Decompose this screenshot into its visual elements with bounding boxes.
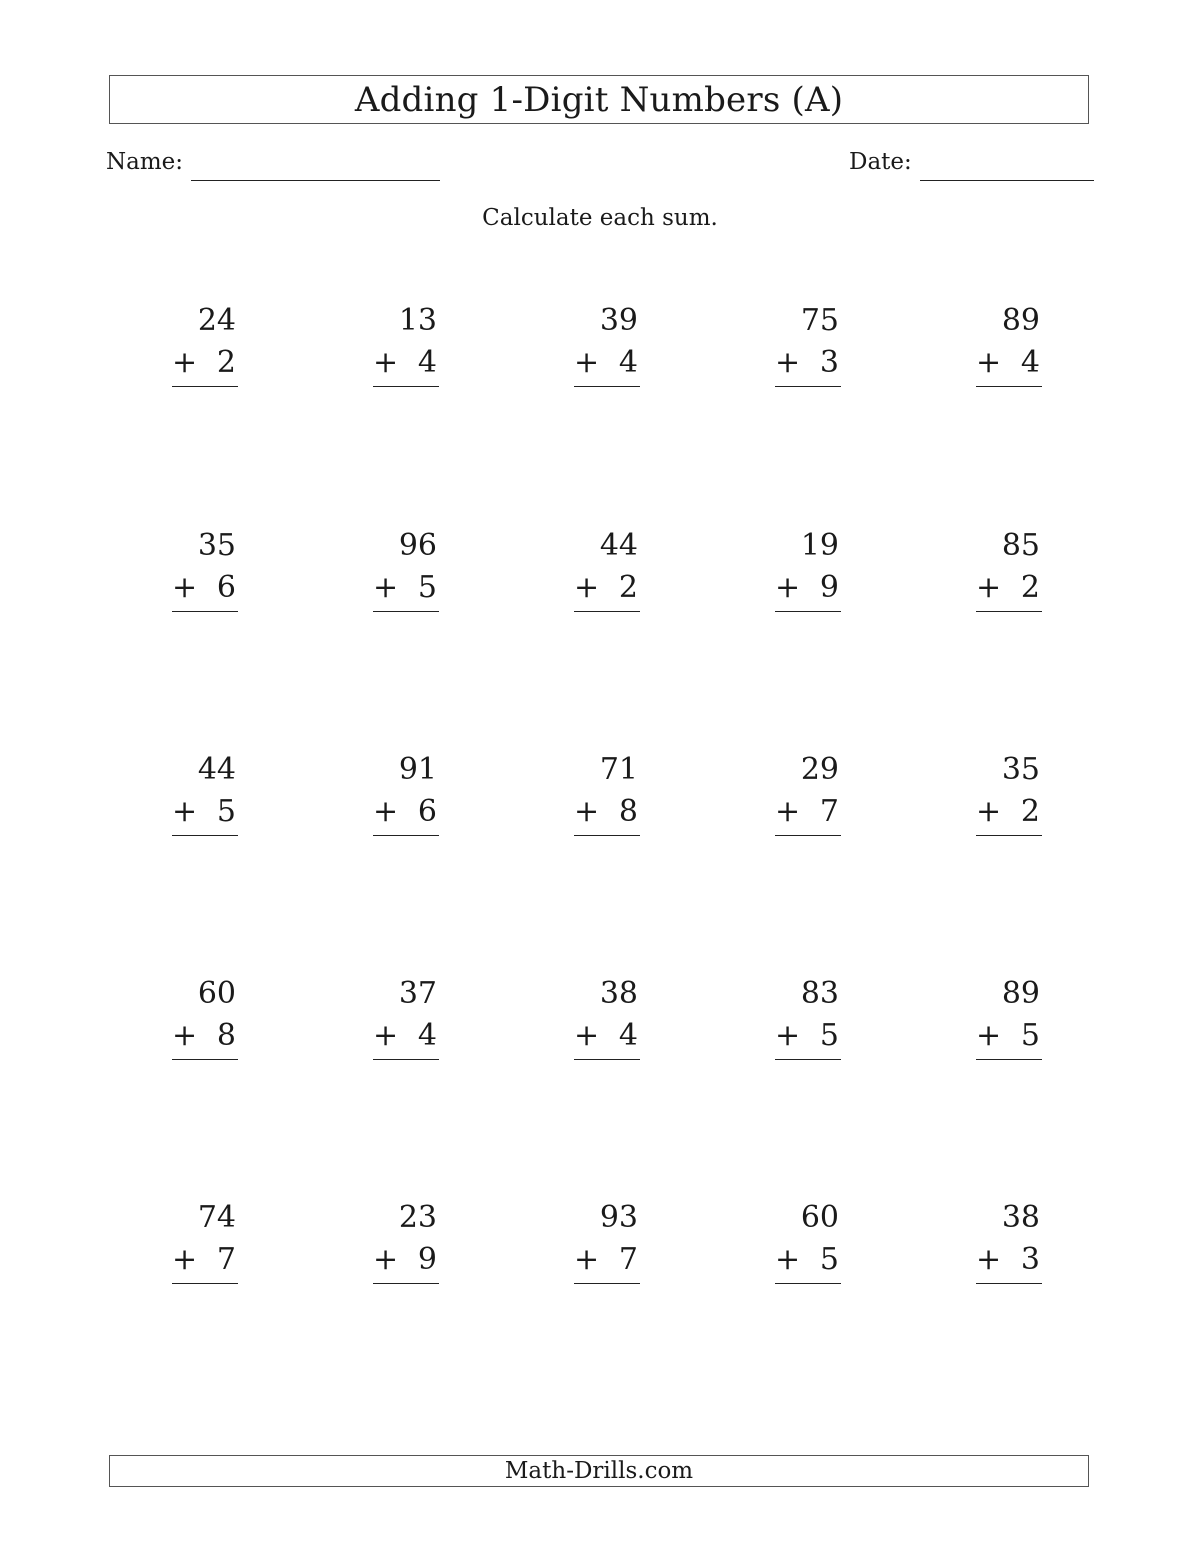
plus-sign: + (775, 794, 801, 829)
plus-sign: + (574, 1242, 600, 1277)
answer-line[interactable] (976, 1283, 1042, 1284)
addend-top: 71 (599, 752, 638, 787)
plus-sign: + (976, 794, 1002, 829)
plus-sign: + (574, 570, 600, 605)
plus-sign: + (172, 345, 198, 380)
addend-top: 24 (197, 303, 236, 338)
answer-line[interactable] (373, 835, 439, 836)
answer-line[interactable] (976, 835, 1042, 836)
name-label: Name: (106, 149, 184, 175)
problem (775, 752, 841, 851)
answer-line[interactable] (976, 611, 1042, 612)
addend-top: 38 (1001, 1200, 1040, 1235)
problem (373, 976, 439, 1075)
problem (775, 1200, 841, 1299)
plus-sign: + (373, 1242, 399, 1277)
addend-bottom: 3 (819, 345, 839, 380)
plus-sign: + (172, 570, 198, 605)
plus-sign: + (373, 345, 399, 380)
addend-top: 44 (599, 528, 638, 563)
addend-top: 91 (398, 752, 437, 787)
problem (976, 528, 1042, 627)
plus-sign: + (373, 570, 399, 605)
instructions: Calculate each sum. (482, 205, 718, 231)
plus-sign: + (574, 794, 600, 829)
answer-line[interactable] (172, 386, 238, 387)
plus-sign: + (775, 345, 801, 380)
plus-sign: + (574, 345, 600, 380)
plus-sign: + (775, 1018, 801, 1053)
answer-line[interactable] (976, 1059, 1042, 1060)
answer-line[interactable] (775, 611, 841, 612)
problem (373, 1200, 439, 1299)
plus-sign: + (775, 1242, 801, 1277)
addend-top: 89 (1001, 976, 1040, 1011)
addend-top: 23 (398, 1200, 437, 1235)
problem (775, 528, 841, 627)
plus-sign: + (775, 570, 801, 605)
plus-sign: + (172, 1018, 198, 1053)
answer-line[interactable] (373, 1059, 439, 1060)
problem (172, 752, 238, 851)
addend-bottom: 2 (216, 345, 236, 380)
addend-bottom: 2 (1020, 794, 1040, 829)
addend-top: 89 (1001, 303, 1040, 338)
problem (172, 303, 238, 402)
answer-line[interactable] (775, 835, 841, 836)
addend-bottom: 2 (618, 570, 638, 605)
addend-top: 35 (1001, 752, 1040, 787)
addend-top: 93 (599, 1200, 638, 1235)
addend-bottom: 7 (819, 794, 839, 829)
problem (775, 976, 841, 1075)
addend-bottom: 7 (216, 1242, 236, 1277)
problem (373, 528, 439, 627)
answer-line[interactable] (172, 611, 238, 612)
addend-top: 74 (197, 1200, 236, 1235)
answer-line[interactable] (775, 1059, 841, 1060)
addend-bottom: 4 (1020, 345, 1040, 380)
addend-bottom: 6 (417, 794, 437, 829)
addend-top: 38 (599, 976, 638, 1011)
plus-sign: + (172, 794, 198, 829)
addend-bottom: 4 (618, 345, 638, 380)
addend-top: 85 (1001, 528, 1040, 563)
plus-sign: + (976, 1242, 1002, 1277)
problem (172, 976, 238, 1075)
addend-top: 19 (800, 528, 839, 563)
plus-sign: + (172, 1242, 198, 1277)
addend-bottom: 7 (618, 1242, 638, 1277)
answer-line[interactable] (574, 611, 640, 612)
problem (172, 1200, 238, 1299)
plus-sign: + (373, 1018, 399, 1053)
answer-line[interactable] (775, 386, 841, 387)
addend-bottom: 5 (417, 570, 437, 605)
answer-line[interactable] (172, 835, 238, 836)
problem (574, 752, 640, 851)
addend-bottom: 5 (819, 1018, 839, 1053)
problem (775, 303, 841, 402)
answer-line[interactable] (574, 386, 640, 387)
addend-bottom: 8 (618, 794, 638, 829)
problem (574, 303, 640, 402)
answer-line[interactable] (172, 1059, 238, 1060)
problem (976, 976, 1042, 1075)
problem (373, 752, 439, 851)
problem (976, 752, 1042, 851)
answer-line[interactable] (172, 1283, 238, 1284)
addend-bottom: 2 (1020, 570, 1040, 605)
addend-top: 39 (599, 303, 638, 338)
answer-line[interactable] (976, 386, 1042, 387)
addend-top: 44 (197, 752, 236, 787)
answer-line[interactable] (373, 386, 439, 387)
plus-sign: + (373, 794, 399, 829)
problem (976, 1200, 1042, 1299)
answer-line[interactable] (574, 835, 640, 836)
addend-bottom: 9 (417, 1242, 437, 1277)
problem (172, 528, 238, 627)
plus-sign: + (976, 345, 1002, 380)
answer-line[interactable] (574, 1059, 640, 1060)
addend-bottom: 4 (618, 1018, 638, 1053)
addend-bottom: 5 (216, 794, 236, 829)
plus-sign: + (976, 570, 1002, 605)
addend-top: 75 (800, 303, 839, 338)
addend-top: 60 (800, 1200, 839, 1235)
problem (574, 976, 640, 1075)
answer-line[interactable] (373, 611, 439, 612)
date-label: Date: (849, 149, 912, 175)
addend-top: 35 (197, 528, 236, 563)
addend-top: 83 (800, 976, 839, 1011)
problem (574, 528, 640, 627)
footer-box (109, 1455, 1089, 1487)
addend-bottom: 3 (1020, 1242, 1040, 1277)
worksheet-title: Adding 1-Digit Numbers (A) (354, 79, 844, 120)
addend-top: 37 (398, 976, 437, 1011)
problem (574, 1200, 640, 1299)
addend-bottom: 5 (1020, 1018, 1040, 1053)
plus-sign: + (574, 1018, 600, 1053)
addend-bottom: 4 (417, 1018, 437, 1053)
answer-line[interactable] (775, 1283, 841, 1284)
answer-line[interactable] (373, 1283, 439, 1284)
addend-top: 60 (197, 976, 236, 1011)
addend-top: 13 (398, 303, 437, 338)
addend-bottom: 6 (216, 570, 236, 605)
footer-source: Math-Drills.com (504, 1457, 694, 1484)
addend-bottom: 5 (819, 1242, 839, 1277)
addend-top: 29 (800, 752, 839, 787)
addend-bottom: 8 (216, 1018, 236, 1053)
addend-bottom: 4 (417, 345, 437, 380)
plus-sign: + (976, 1018, 1002, 1053)
problem (373, 303, 439, 402)
addend-top: 96 (398, 528, 437, 563)
answer-line[interactable] (574, 1283, 640, 1284)
addend-bottom: 9 (819, 570, 839, 605)
problem (976, 303, 1042, 402)
